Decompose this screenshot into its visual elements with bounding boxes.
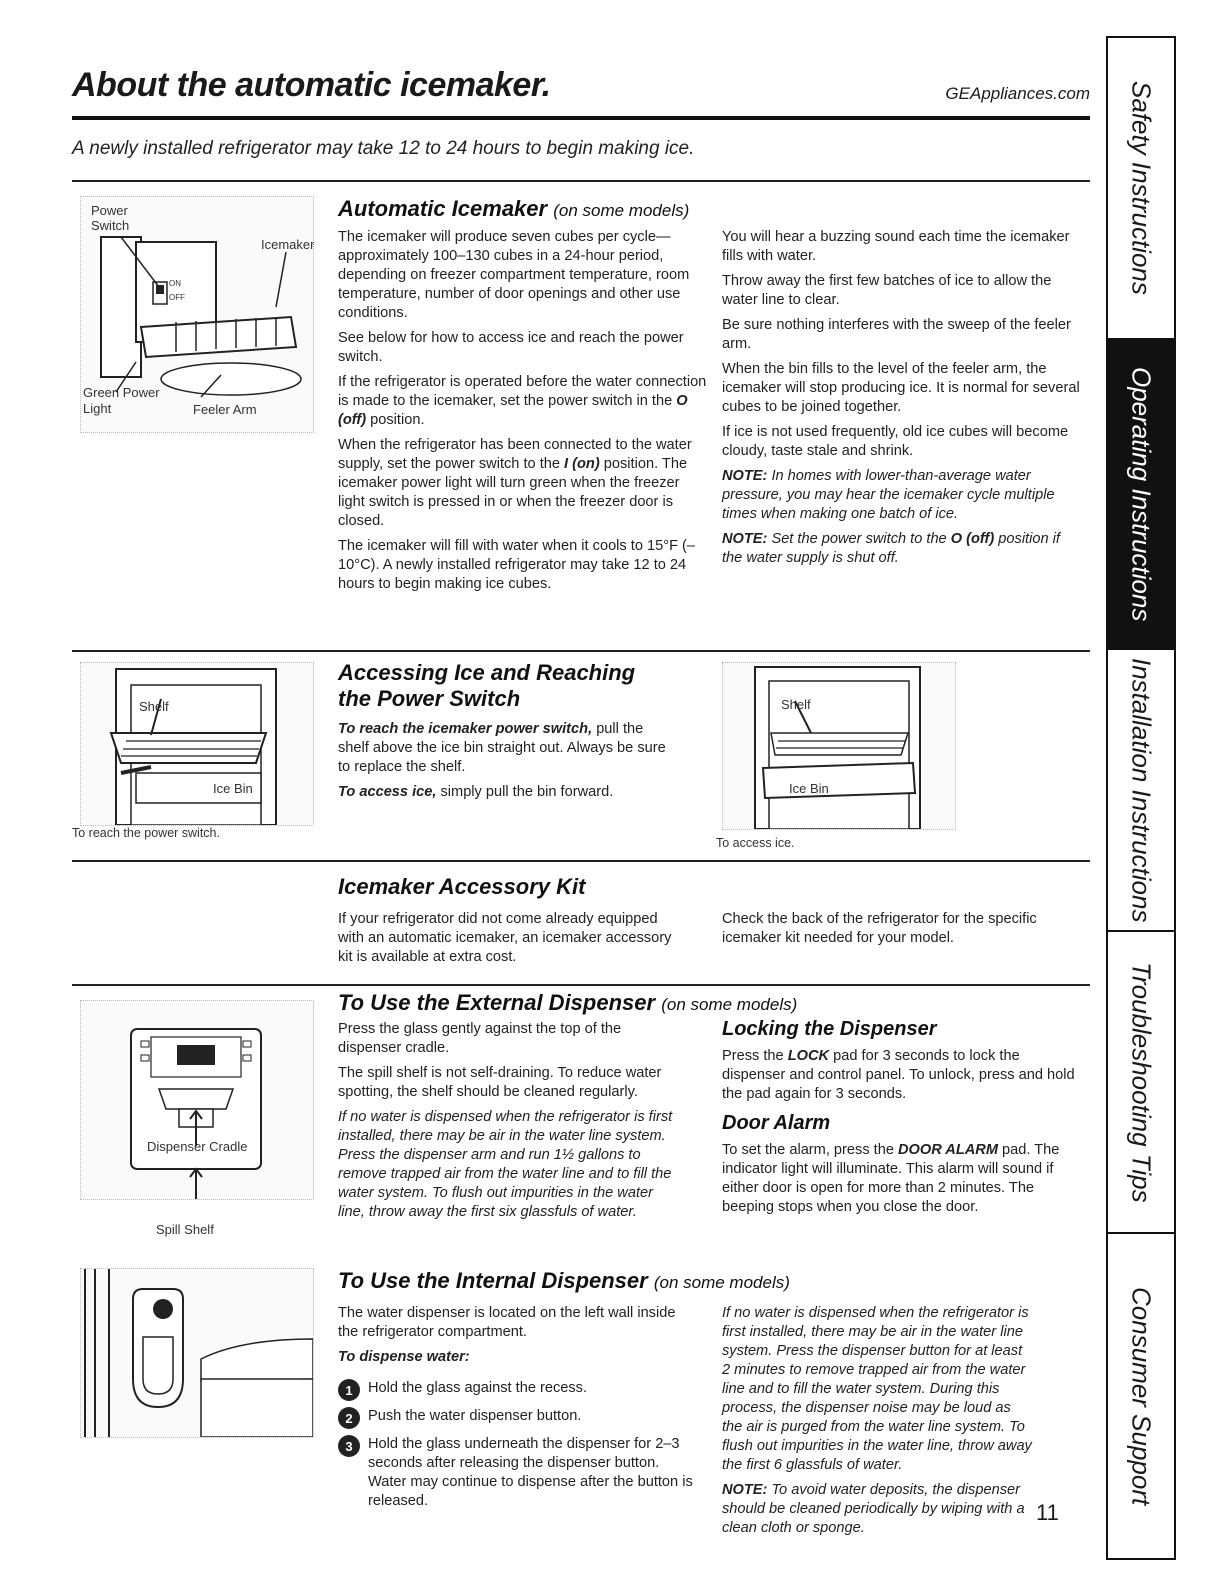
- heading-text: To Use the Internal Dispenser: [338, 1268, 648, 1293]
- lock-pad-name: LOCK: [787, 1048, 830, 1064]
- note-text: Set the power switch to the: [767, 531, 951, 547]
- step-item: [338, 1407, 698, 1429]
- text: simply pull the bin forward.: [436, 784, 614, 800]
- external-dispenser-illustration: [81, 1001, 313, 1199]
- tab-label: Operating Instructions: [1126, 366, 1157, 622]
- paragraph: When the bin fills to the level of the feeler arm, the icemaker will stop producing ice. It is normal for several cubes to be joined together.: [722, 361, 1080, 415]
- shelf-illustration: [81, 663, 313, 825]
- note: [722, 467, 1082, 524]
- text: position.: [366, 412, 425, 428]
- internal-right: [722, 1304, 1032, 1544]
- text: To set the alarm, press the: [722, 1142, 899, 1158]
- ice-bin-figure: [722, 662, 956, 830]
- door-alarm-pad-name: DOOR ALARM: [898, 1142, 998, 1158]
- power-switch-label: Power Switch: [91, 203, 130, 233]
- off-label: OFF: [169, 293, 185, 302]
- step-number-icon: 1: [338, 1379, 360, 1401]
- figure-caption: To access ice.: [716, 836, 795, 850]
- on-label: ON: [169, 279, 181, 288]
- heading-text: To Use the External Dispenser: [338, 990, 656, 1015]
- note-text: To avoid water deposits, the dispenser should be cleaned periodically by wiping with a clean cloth or sponge.: [722, 1482, 1025, 1536]
- accessory-kit-heading: Icemaker Accessory Kit: [338, 874, 586, 899]
- external-dispenser-heading: [338, 990, 1058, 1016]
- note-text: position if the water supply is shut off.: [722, 531, 1060, 566]
- note: [722, 1481, 1032, 1538]
- accessing-ice-heading: [338, 660, 708, 712]
- paragraph: See below for how to access ice and reach the power switch.: [338, 330, 684, 365]
- note-label: NOTE:: [722, 531, 768, 547]
- paragraph: [338, 373, 708, 430]
- automatic-icemaker-heading: [338, 196, 708, 222]
- step-text: Hold the glass against the recess.: [368, 1380, 588, 1396]
- external-dispenser-figure: [80, 1000, 314, 1200]
- internal-dispenser-figure: [80, 1268, 314, 1438]
- section-divider: [72, 180, 1090, 182]
- shelf-figure: [80, 662, 314, 826]
- icemaker-figure: [80, 196, 314, 433]
- dispenser-cradle-label: Dispenser Cradle: [147, 1139, 248, 1154]
- internal-dispenser-heading: [338, 1268, 1058, 1294]
- external-right: [722, 1018, 1082, 1217]
- heading-text: Automatic Icemaker: [338, 196, 548, 221]
- internal-left: [338, 1304, 698, 1517]
- section-divider: [72, 650, 1090, 652]
- paragraph: You will hear a buzzing sound each time the icemaker fills with water.: [722, 229, 1070, 264]
- ice-bin-label: Ice Bin: [213, 781, 253, 796]
- title-rule: [72, 116, 1090, 120]
- note-text: In homes with lower-than-average water pressure, you may hear the icemaker cycle multiple times when making one batch of ice.: [722, 468, 1055, 522]
- internal-dispenser-illustration: [81, 1269, 313, 1437]
- dispense-subheading: To dispense water:: [338, 1349, 470, 1365]
- text: pad for 3 seconds to lock the dispenser and control panel. To unlock, press and hold the pad again for 3 seconds.: [722, 1048, 1075, 1102]
- page-number: 11: [1036, 1500, 1059, 1525]
- step-text: Push the water dispenser button.: [368, 1408, 582, 1424]
- auto-right-column: [722, 228, 1082, 574]
- heading-note: (on some models): [553, 201, 690, 220]
- bold-lead: To reach the icemaker power switch,: [338, 721, 593, 737]
- tab-label: Installation Instructions: [1126, 657, 1157, 923]
- heading-line: the Power Switch: [338, 686, 521, 711]
- page-subtitle: A newly installed refrigerator may take 12 to 24 hours to begin making ice.: [72, 138, 695, 159]
- text: pad. The indicator light will illuminate. This alarm will sound if either door is open for more than 2 minutes. The beeping stops when you close the door.: [722, 1142, 1060, 1215]
- spill-shelf-label: Spill Shelf: [156, 1222, 214, 1237]
- text: pull the shelf above the ice bin straight out. Always be sure to replace the shelf.: [338, 721, 666, 775]
- tab-label: Consumer Support: [1126, 1286, 1157, 1506]
- icemaker-label: Icemaker: [261, 237, 315, 252]
- tab-label: Troubleshooting Tips: [1126, 961, 1157, 1203]
- access-text: [338, 720, 678, 802]
- paragraph: [338, 720, 678, 777]
- paragraph: The icemaker will fill with water when it cools to 15°F (–10°C). A newly installed refrigerator may take 12 to 24 hours to begin making ice cubes.: [338, 538, 696, 592]
- page-title: About the automatic icemaker.: [72, 66, 551, 104]
- paragraph: Throw away the first few batches of ice to allow the water line to clear.: [722, 273, 1052, 308]
- green-power-light-label: Green Power Light: [83, 385, 160, 416]
- heading-note: (on some models): [661, 995, 798, 1014]
- bold-lead: To access ice,: [338, 784, 437, 800]
- feeler-arm-label: Feeler Arm: [193, 402, 257, 417]
- paragraph: If ice is not used frequently, old ice cubes will become cloudy, taste stale and shrink.: [722, 424, 1069, 459]
- locking-heading: Locking the Dispenser: [722, 1018, 937, 1040]
- paragraph: The water dispenser is located on the left wall inside the refrigerator compartment.: [338, 1305, 676, 1340]
- text: If the refrigerator is operated before the water connection is made to the icemaker, set the power switch in the: [338, 374, 707, 409]
- step-item: [338, 1435, 698, 1511]
- external-left: [338, 1020, 683, 1228]
- paragraph: [338, 783, 678, 802]
- shelf-label: Shelf: [781, 697, 811, 712]
- tab-operating-instructions[interactable]: [1108, 340, 1174, 650]
- text: position. The icemaker power light will turn green when the freezer light switch is pressed in or when the freezer door is closed.: [338, 456, 688, 529]
- paragraph: [338, 436, 708, 531]
- step-text: Hold the glass underneath the dispenser for 2–3 seconds after releasing the dispenser button. Water may continue to dispense after the button is released.: [368, 1436, 693, 1509]
- ice-bin-label: Ice Bin: [789, 781, 829, 796]
- tab-label: Safety Instructions: [1126, 81, 1157, 295]
- figure-caption: To reach the power switch.: [72, 826, 220, 840]
- tab-safety-instructions[interactable]: [1108, 38, 1174, 340]
- note: [722, 530, 1082, 568]
- tab-installation-instructions[interactable]: [1108, 650, 1174, 932]
- site-url: GEAppliances.com: [945, 84, 1090, 103]
- door-alarm-heading: Door Alarm: [722, 1112, 831, 1134]
- paragraph: If no water is dispensed when the refrigerator is first installed, there may be air in the water line system. Press the dispenser arm and run 1½ gallons to remove trapped air from the water line and to fill the water system. To flush out impurities in the water line, throw away the first six glassfuls of water.: [338, 1109, 673, 1220]
- paragraph: The icemaker will produce seven cubes per cycle—approximately 100–130 cubes in a 24-hour period, depending on freezer compartment temperature, room temperature, number of door openings and other use conditions.: [338, 229, 690, 321]
- off-position: O (off): [950, 531, 995, 547]
- tab-troubleshooting-tips[interactable]: [1108, 932, 1174, 1234]
- side-tabs: [1106, 36, 1176, 1560]
- step-number-icon: 2: [338, 1407, 360, 1429]
- heading-line: Accessing Ice and Reaching: [338, 660, 636, 685]
- auto-left-column: [338, 228, 708, 594]
- ice-bin-illustration: [723, 663, 955, 829]
- step-item: [338, 1379, 698, 1401]
- off-position: O (off): [338, 393, 688, 428]
- on-position: I (on): [564, 456, 600, 472]
- note-label: NOTE:: [722, 1482, 768, 1498]
- paragraph: The spill shelf is not self-draining. To reduce water spotting, the shelf should be cleaned regularly.: [338, 1065, 662, 1100]
- paragraph: Press the glass gently against the top of the dispenser cradle.: [338, 1021, 622, 1056]
- heading-note: (on some models): [653, 1273, 790, 1292]
- tab-consumer-support[interactable]: [1108, 1234, 1174, 1558]
- paragraph: If no water is dispensed when the refrigerator is first installed, there may be air in the water line system. Press the dispenser button for at least 2 minutes to remove trapped air from the water line and to fill the water system. During this process, the dispenser noise may be loud as the air is purged from the water line system. To flush out impurities in the water line, throw away the first 6 glassfuls of water.: [722, 1305, 1032, 1473]
- step-number-icon: 3: [338, 1435, 360, 1457]
- alarm-text: [722, 1141, 1082, 1217]
- shelf-label: Shelf: [139, 699, 169, 714]
- kit-left: If your refrigerator did not come already equipped with an automatic icemaker, an icemaker accessory kit is available at extra cost.: [338, 911, 672, 965]
- section-divider: [72, 984, 1090, 986]
- paragraph: Be sure nothing interferes with the sweep of the feeler arm.: [722, 317, 1071, 352]
- text: When the refrigerator has been connected to the water supply, set the power switch to the: [338, 437, 692, 472]
- kit-right: Check the back of the refrigerator for the specific icemaker kit needed for your model.: [722, 911, 1037, 946]
- lock-text: [722, 1047, 1082, 1104]
- note-label: NOTE:: [722, 468, 768, 484]
- text: Press the: [722, 1048, 788, 1064]
- section-divider: [72, 860, 1090, 862]
